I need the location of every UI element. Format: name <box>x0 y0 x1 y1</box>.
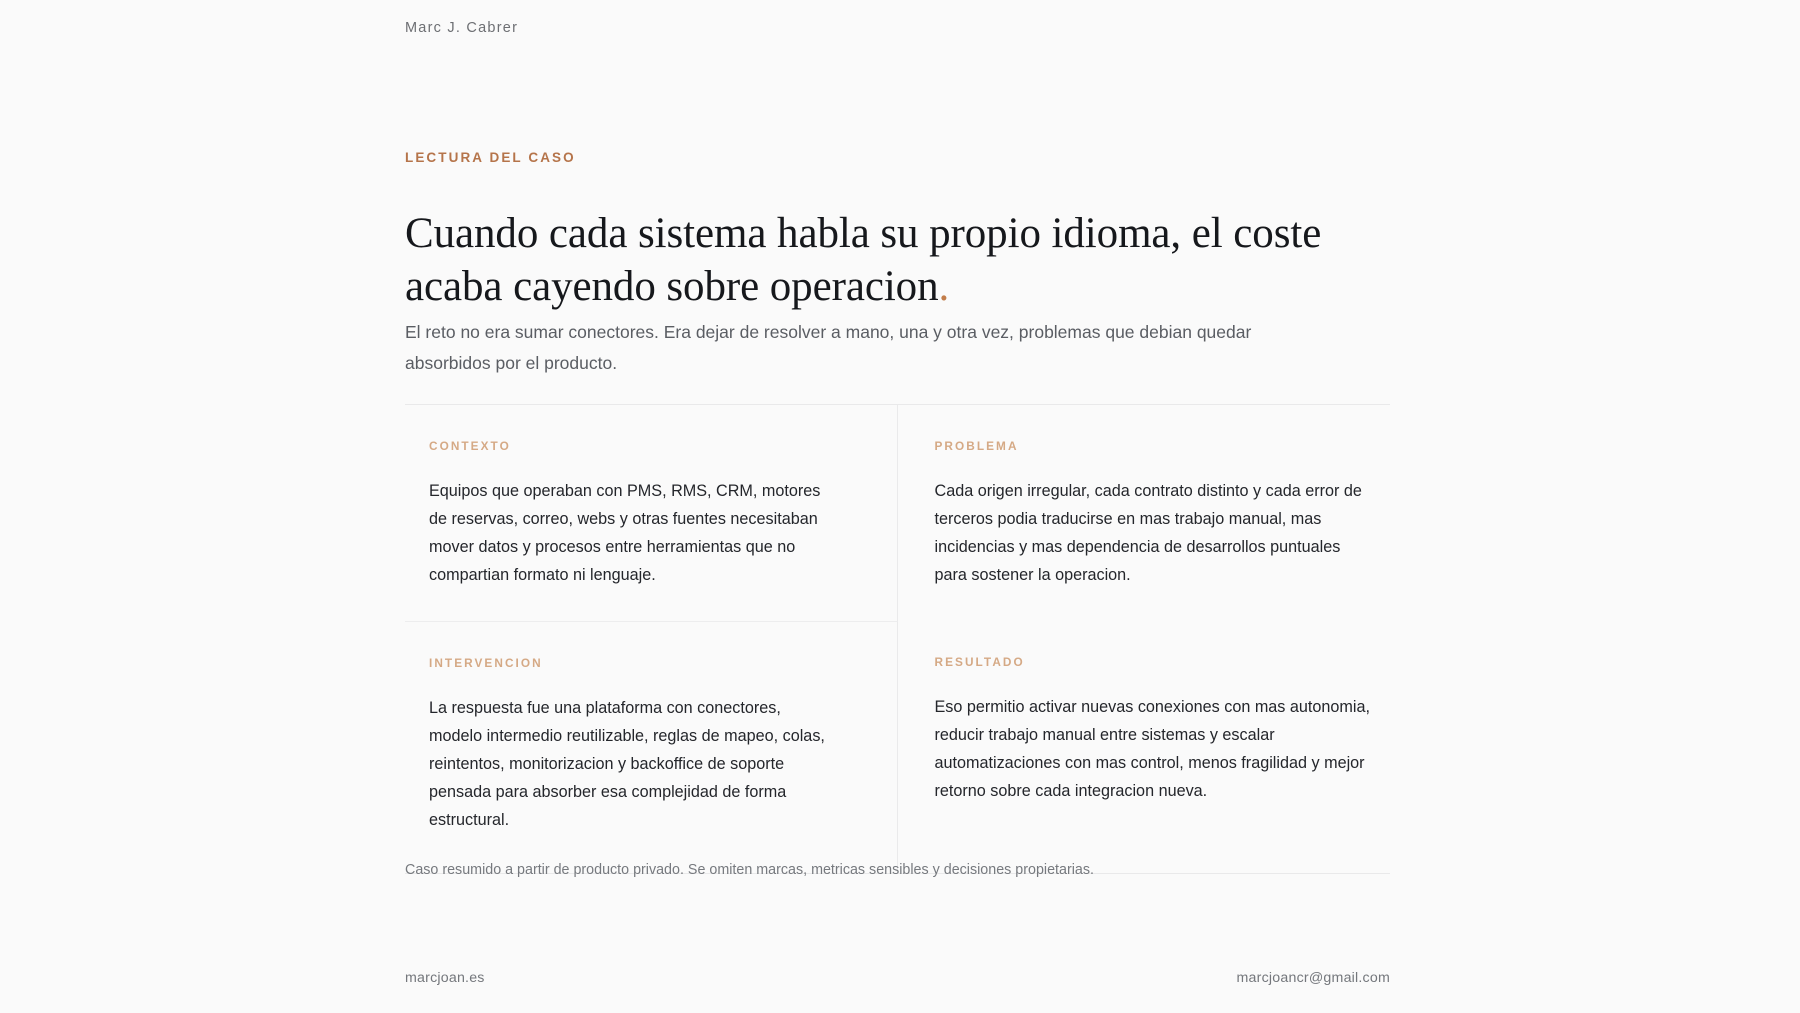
case-cell-problema <box>898 405 1391 621</box>
case-cell-body: Equipos que operaban con PMS, RMS, CRM, motores de reservas, correo, webs y otras fuentes necesitaban mover datos y procesos entre herramientas que no compartian formato ni lenguaje. <box>429 482 821 584</box>
page-title <box>405 207 1345 314</box>
article-eyebrow: LECTURA DEL CASO <box>405 150 576 165</box>
case-cell-body: Cada origen irregular, cada contrato distinto y cada error de terceros podia traducirse en mas trabajo manual, mas incidencias y mas dependencia de desarrollos puntuales para sostener la operacion. <box>934 482 1362 584</box>
case-cell-label: INTERVENCION <box>429 656 543 671</box>
case-cell-label: CONTEXTO <box>429 439 511 453</box>
case-grid-row-2 <box>405 621 1390 872</box>
site-header <box>405 20 1405 36</box>
footer-email-link[interactable]: marcjoancr@gmail.com <box>1236 970 1390 986</box>
disclaimer-note: Caso resumido a partir de producto privado. Se omiten marcas, metricas sensibles y decisiones propietarias. <box>405 862 1094 879</box>
case-cell-intervencion <box>405 621 898 872</box>
case-cell-label: RESULTADO <box>934 655 1025 670</box>
headline-text: Cuando cada sistema habla su propio idioma, el coste acaba cayendo sobre operacion <box>405 209 1322 311</box>
footer-site-link[interactable]: marcjoan.es <box>405 970 485 986</box>
brand-name[interactable]: Marc J. Cabrer <box>405 20 519 36</box>
case-cell-label: PROBLEMA <box>934 439 1019 453</box>
case-cell-resultado <box>898 621 1391 872</box>
site-footer <box>405 970 1390 986</box>
case-grid <box>405 404 1390 874</box>
article-intro: El reto no era sumar conectores. Era dejar de resolver a mano, una y otra vez, problemas que debian quedar absorbidos por el producto. <box>405 321 1252 373</box>
case-cell-body: La respuesta fue una plataforma con conectores, modelo intermedio reutilizable, reglas de mapeo, colas, reintentos, monitorizacion y backoffice de soporte pensada para absorber esa complejidad de forma estructural. <box>429 699 825 829</box>
case-cell-body: Eso permitio activar nuevas conexiones con mas autonomia, reducir trabajo manual entre sistemas y escalar automatizaciones con mas control, menos fragilidad y mejor retorno sobre cada integracion nueva. <box>934 698 1370 801</box>
case-cell-contexto <box>405 405 898 621</box>
headline-accent-period: . <box>938 263 950 311</box>
case-grid-row-1 <box>405 405 1390 621</box>
